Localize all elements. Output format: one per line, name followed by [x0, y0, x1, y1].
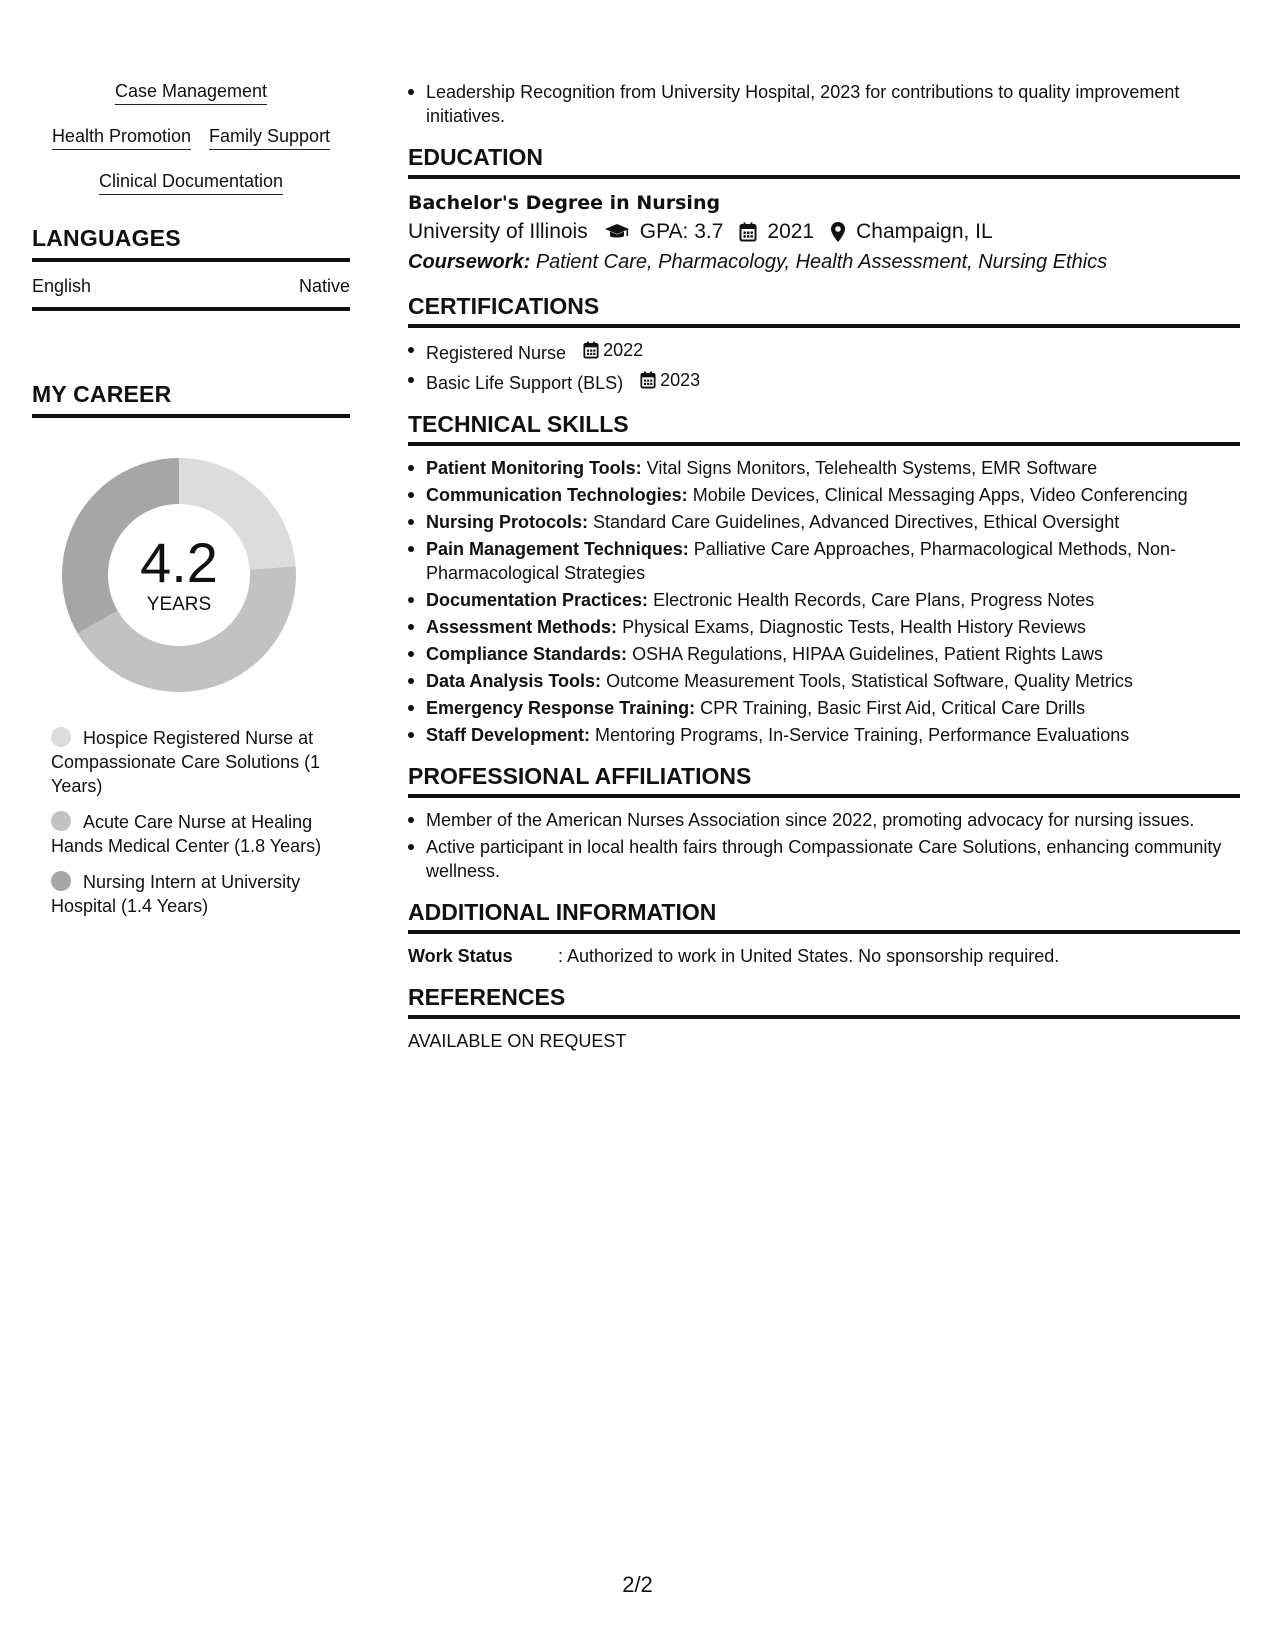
skill-text: Mentoring Programs, In-Service Training, Performance Evaluations [595, 725, 1130, 745]
skill-item [408, 588, 1240, 612]
work-status-label: Work Status [408, 946, 513, 966]
skill-item [408, 669, 1240, 693]
coursework-label: Coursework: [408, 251, 531, 273]
skills-cloud [32, 80, 350, 195]
left-column [32, 80, 350, 930]
additional-info-heading: ADDITIONAL INFORMATION [408, 899, 1240, 934]
skill-row [32, 170, 350, 195]
legend-dot [51, 871, 71, 891]
graduation-cap-icon [604, 223, 630, 241]
school-location: Champaign, IL [856, 220, 993, 243]
skill-text: CPR Training, Basic First Aid, Critical Care Drills [700, 698, 1086, 718]
skill-text: Vital Signs Monitors, Telehealth Systems, EMR Software [646, 458, 1098, 478]
skill-label: Data Analysis Tools: [426, 671, 602, 691]
skill-label: Assessment Methods: [426, 617, 618, 637]
career-heading: MY CAREER [32, 381, 350, 418]
certification-item [408, 368, 1240, 395]
legend-item [51, 726, 331, 798]
skill-tag: Case Management [115, 80, 267, 105]
skill-item [408, 642, 1240, 666]
legend-label: Hospice Registered Nurse at Compassionate Care Solutions (1 Years) [51, 728, 321, 796]
career-donut-chart [54, 450, 304, 700]
skill-item [408, 537, 1240, 585]
skill-label: Staff Development: [426, 725, 591, 745]
certification-date [640, 368, 700, 392]
skill-item [408, 510, 1240, 534]
work-status-value: : Authorized to work in United States. No sponsorship required. [558, 946, 1060, 966]
technical-skills-heading: TECHNICAL SKILLS [408, 411, 1240, 446]
skill-text: Mobile Devices, Clinical Messaging Apps, Video Conferencing [692, 485, 1188, 505]
skill-tag: Health Promotion [52, 125, 191, 150]
references-heading: REFERENCES [408, 984, 1240, 1019]
skill-label: Documentation Practices: [426, 590, 649, 610]
skill-row [32, 125, 350, 150]
legend-item [51, 810, 331, 858]
certification-name: Basic Life Support (BLS) [426, 373, 624, 393]
skill-text: Palliative Care Approaches, Pharmacological Methods, Non-Pharmacological Strategies [426, 539, 1176, 583]
skill-tag: Family Support [209, 125, 330, 150]
certification-name: Registered Nurse [426, 343, 567, 363]
skill-label: Nursing Protocols: [426, 512, 589, 532]
skill-row [32, 80, 350, 105]
affiliations-list [408, 808, 1240, 883]
certification-year: 2023 [660, 370, 701, 390]
achievement-item: Leadership Recognition from University Hospital, 2023 for contributions to quality improvement initiatives. [408, 80, 1240, 128]
career-section [32, 381, 350, 918]
graduation-year: 2021 [767, 220, 815, 243]
skill-item [408, 483, 1240, 507]
languages-heading: LANGUAGES [32, 225, 350, 262]
certifications-heading: CERTIFICATIONS [408, 293, 1240, 328]
skill-text: OSHA Regulations, HIPAA Guidelines, Patient Rights Laws [632, 644, 1103, 664]
legend-label: Nursing Intern at University Hospital (1.4 Years) [51, 872, 301, 916]
legend-item [51, 870, 331, 918]
location-pin-icon [830, 221, 846, 243]
skill-text: Standard Care Guidelines, Advanced Directives, Ethical Oversight [593, 512, 1120, 532]
calendar-icon [583, 341, 599, 359]
legend-label: Acute Care Nurse at Healing Hands Medical Center (1.8 Years) [51, 812, 322, 856]
education-heading: EDUCATION [408, 144, 1240, 179]
skill-label: Patient Monitoring Tools: [426, 458, 642, 478]
achievements-list [408, 80, 1240, 128]
skill-text: Electronic Health Records, Care Plans, Progress Notes [653, 590, 1095, 610]
certification-item [408, 338, 1240, 365]
page-number: 2/2 [622, 1572, 653, 1597]
work-status-row [408, 944, 1240, 968]
skill-label: Compliance Standards: [426, 644, 628, 664]
skill-label: Emergency Response Training: [426, 698, 696, 718]
skill-item [408, 723, 1240, 747]
coursework-list: Patient Care, Pharmacology, Health Assessment, Nursing Ethics [535, 251, 1108, 273]
skill-tag: Clinical Documentation [99, 170, 283, 195]
degree-title: Bachelor's Degree in Nursing [408, 192, 721, 214]
technical-skills-list [408, 456, 1240, 747]
language-level: Native [298, 276, 350, 296]
certifications-list [408, 338, 1240, 395]
calendar-icon [640, 371, 656, 389]
references-text: AVAILABLE ON REQUEST [408, 1031, 627, 1051]
right-column [408, 80, 1240, 1053]
calendar-icon [739, 222, 757, 242]
legend-dot [51, 811, 71, 831]
gpa: GPA: 3.7 [639, 220, 724, 243]
legend-dot [51, 727, 71, 747]
skill-item [408, 696, 1240, 720]
skill-text: Outcome Measurement Tools, Statistical Software, Quality Metrics [606, 671, 1133, 691]
career-total-unit: YEARS [146, 594, 212, 615]
languages-section [32, 225, 350, 311]
skill-item [408, 615, 1240, 639]
donut-center [54, 450, 304, 700]
certification-date [583, 338, 643, 362]
skill-text: Physical Exams, Diagnostic Tests, Health History Reviews [622, 617, 1086, 637]
skill-item [408, 456, 1240, 480]
career-legend [51, 726, 331, 918]
career-total-value: 4.2 [140, 531, 218, 594]
language-row [32, 276, 350, 311]
certification-year: 2022 [603, 340, 644, 360]
skill-label: Communication Technologies: [426, 485, 688, 505]
affiliation-item: Active participant in local health fairs through Compassionate Care Solutions, enhancing community wellness. [408, 835, 1240, 883]
affiliation-item: Member of the American Nurses Association since 2022, promoting advocacy for nursing issues. [408, 808, 1240, 832]
language-name: English [32, 276, 92, 296]
education-meta [408, 217, 1240, 247]
skill-label: Pain Management Techniques: [426, 539, 689, 559]
coursework [408, 247, 1240, 277]
affiliations-heading: PROFESSIONAL AFFILIATIONS [408, 763, 1240, 798]
school-name: University of Illinois [408, 220, 588, 243]
